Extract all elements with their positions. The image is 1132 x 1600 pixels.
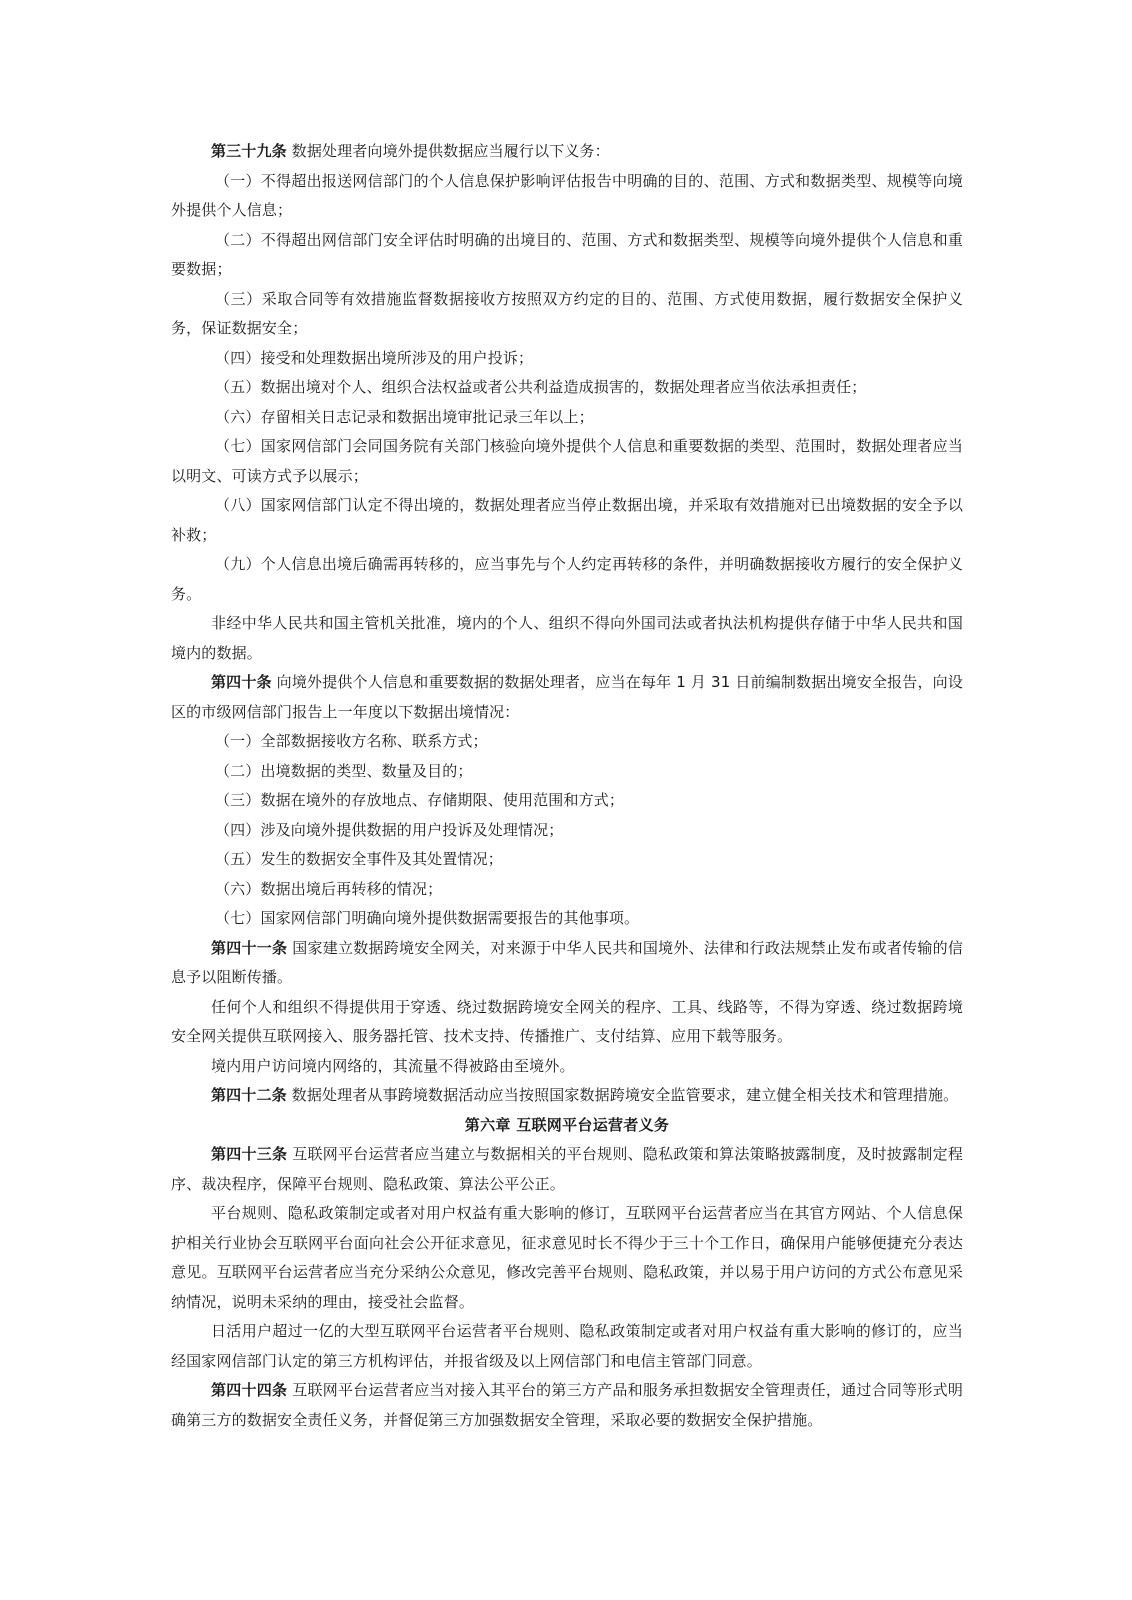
list-item: （九）个人信息出境后确需再转移的，应当事先与个人约定再转移的条件，并明确数据接收方履行的安全保护义务。	[171, 555, 963, 603]
document-page	[171, 137, 963, 1435]
article-42	[171, 1081, 963, 1111]
list-item: （五）数据出境对个人、组织合法权益或者公共利益造成损害的，数据处理者应当依法承担责任；	[215, 378, 867, 396]
list-item: （五）发生的数据安全事件及其处置情况；	[215, 850, 503, 868]
article-heading: 第四十一条	[211, 938, 288, 957]
article-40	[171, 668, 963, 727]
article-heading: 第四十三条	[211, 1145, 288, 1163]
list-item: （一）全部数据接收方名称、联系方式；	[215, 732, 488, 750]
article-heading: 第四十条	[211, 673, 272, 691]
paragraph: 任何个人和组织不得提供用于穿透、绕过数据跨境安全网关的程序、工具、线路等，不得为穿透、绕过数据跨境安全网关提供互联网接入、服务器托管、技术支持、传播推广、支付结算、应用下载等服务。	[171, 997, 963, 1045]
article-text: 互联网平台运营者应当对接入其平台的第三方产品和服务承担数据安全管理责任，通过合同等形式明确第三方的数据安全责任义务，并督促第三方加强数据安全管理，采取必要的数据安全保护措施。	[171, 1381, 963, 1429]
list-item: （二）不得超出网信部门安全评估时明确的出境目的、范围、方式和数据类型、规模等向境外提供个人信息和重要数据；	[171, 230, 963, 278]
list-item: （七）国家网信部门明确向境外提供数据需要报告的其他事项。	[215, 909, 640, 927]
list-item: （二）出境数据的类型、数量及目的；	[215, 761, 473, 780]
paragraph: 平台规则、隐私政策制定或者对用户权益有重大影响的修订，互联网平台运营者应当在其官方网站、个人信息保护相关行业协会互联网平台面向社会公开征求意见，征求意见时长不得少于三十个工作日，确保用户能够便捷充分表达意见。互联网平台运营者应当充分采纳公众意见，修改完善平台规则、隐私政策，并以易于用户访问的方式公布意见采纳情况，说明未采纳的理由，接受社会监督。	[171, 1204, 963, 1311]
list-item: （四）接受和处理数据出境所涉及的用户投诉；	[215, 348, 534, 367]
article-heading: 第四十二条	[211, 1086, 287, 1104]
article-text: 数据处理者向境外提供数据应当履行以下义务：	[286, 142, 610, 160]
list-item: （六）数据出境后再转移的情况；	[215, 879, 443, 898]
list-item: （七）国家网信部门会同国务院有关部门核验向境外提供个人信息和重要数据的类型、范围时，数据处理者应当以明文、可读方式予以展示；	[171, 437, 963, 485]
paragraph: 境内用户访问境内网络的，其流量不得被路由至境外。	[211, 1056, 575, 1075]
list-item: （三）数据在境外的存放地点、存储期限、使用范围和方式；	[215, 791, 625, 809]
article-43	[171, 1140, 963, 1199]
article-41	[171, 934, 963, 993]
list-item: （八）国家网信部门认定不得出境的，数据处理者应当停止数据出境，并采取有效措施对已出境数据的安全予以补救；	[171, 496, 963, 544]
article-text: 数据处理者从事跨境数据活动应当按照国家数据跨境安全监管要求，建立健全相关技术和管理措施。	[286, 1086, 959, 1104]
list-item: （四）涉及向境外提供数据的用户投诉及处理情况；	[215, 820, 564, 839]
list-item: （六）存留相关日志记录和数据出境审批记录三年以上；	[215, 407, 594, 426]
article-text: 国家建立数据跨境安全网关，对来源于中华人民共和国境外、法律和行政法规禁止发布或者传输的信息予以阻断传播。	[171, 938, 963, 986]
article-44	[171, 1376, 963, 1435]
article-39	[171, 137, 963, 167]
list-item: （三）采取合同等有效措施监督数据接收方按照双方约定的目的、范围、方式使用数据，履行数据安全保护义务，保证数据安全；	[171, 289, 963, 337]
chapter-title: 第六章 互联网平台运营者义务	[464, 1115, 670, 1134]
article-text: 互联网平台运营者应当建立与数据相关的平台规则、隐私政策和算法策略披露制度，及时披露制定程序、裁决程序，保障平台规则、隐私政策、算法公平公正。	[171, 1145, 963, 1193]
article-text: 向境外提供个人信息和重要数据的数据处理者，应当在每年 1 月 31 日前编制数据出境安全报告，向设区的市级网信部门报告上一年度以下数据出境情况：	[171, 673, 963, 721]
article-heading: 第四十四条	[211, 1381, 288, 1399]
paragraph: 非经中华人民共和国主管机关批准，境内的个人、组织不得向外国司法或者执法机构提供存储于中华人民共和国境内的数据。	[171, 614, 963, 662]
paragraph: 日活用户超过一亿的大型互联网平台运营者平台规则、隐私政策制定或者对用户权益有重大影响的修订的，应当经国家网信部门认定的第三方机构评估，并报省级及以上网信部门和电信主管部门同意。	[171, 1322, 963, 1370]
article-heading: 第三十九条	[211, 142, 287, 160]
list-item: （一）不得超出报送网信部门的个人信息保护影响评估报告中明确的目的、范围、方式和数据类型、规模等向境外提供个人信息；	[171, 171, 963, 219]
